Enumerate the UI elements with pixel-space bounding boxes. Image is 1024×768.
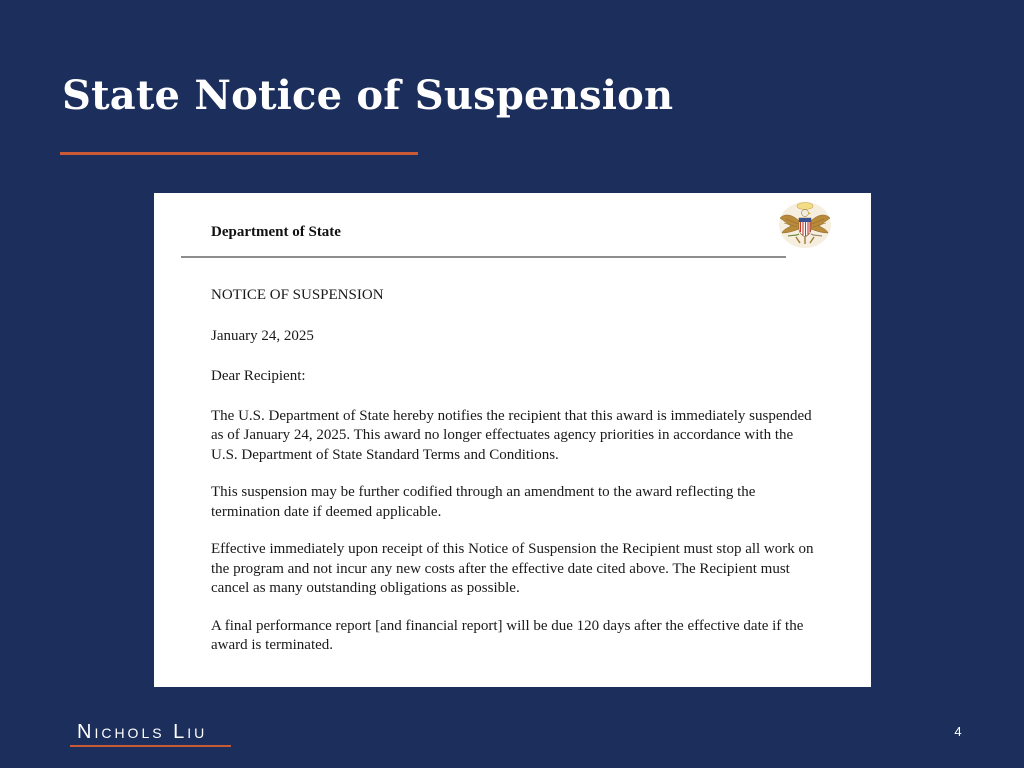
document-body [211,286,823,656]
paragraph-final-report: A final performance report [and financial report] will be due 120 days after the effective date if the award is terminated. [211,617,804,653]
document-image [154,193,871,687]
page-title: State Notice of Suspension [62,72,674,119]
document-department-header: Department of State [211,224,341,240]
document-header-rule [181,256,786,258]
great-seal-eagle-icon [778,199,832,249]
firm-logo-underline [70,745,231,747]
paragraph-stop-work: Effective immediately upon receipt of this Notice of Suspension the Recipient must stop all work on the program and not incur any new costs after the effective date cited above. The Recipient must cancel as many outstanding obligations as possible. [211,541,814,596]
title-underline [60,152,418,155]
page-number: 4 [954,724,962,739]
salutation: Dear Recipient: [211,368,306,384]
notice-title: NOTICE OF SUSPENSION [211,287,384,303]
notice-date: January 24, 2025 [211,327,314,344]
paragraph-codification: This suspension may be further codified through an amendment to the award reflecting the termination date if deemed applicable. [211,484,756,520]
paragraph-suspension: The U.S. Department of State hereby notifies the recipient that this award is immediately suspended as of January 24, 2025. This award no longer effectuates agency priorities in accordance with the U.S. Department of State Standard Terms and Conditions. [211,407,812,463]
firm-logo: Nichols Liu [77,721,208,743]
